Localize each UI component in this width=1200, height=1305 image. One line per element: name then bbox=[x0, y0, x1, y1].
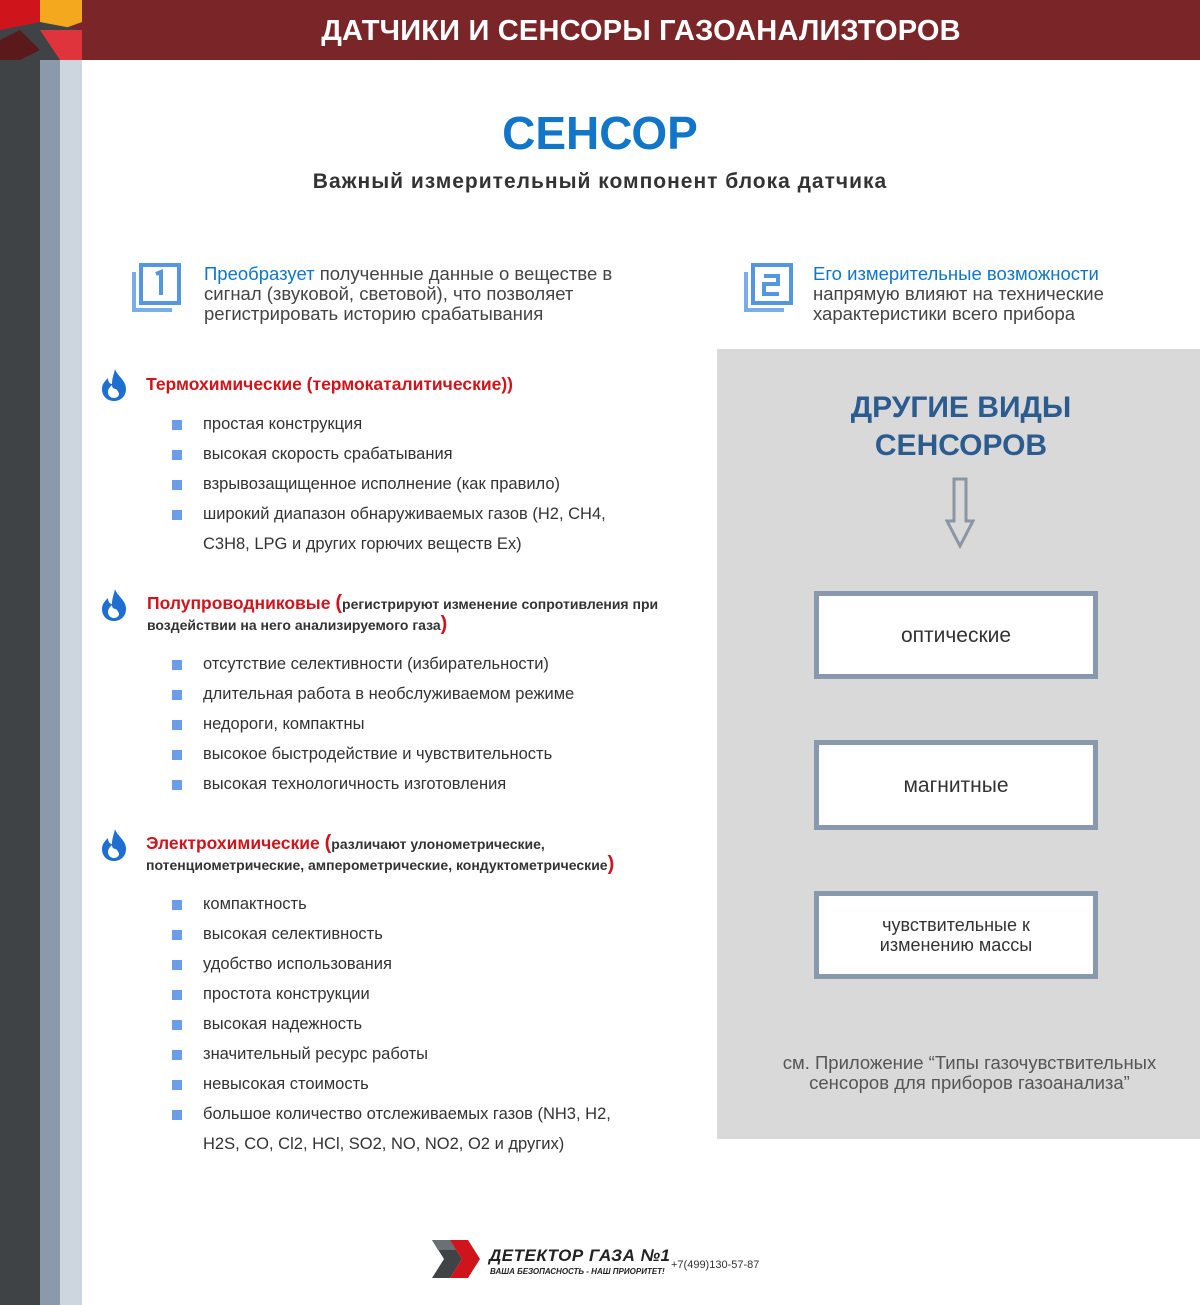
flame-icon bbox=[100, 368, 128, 402]
list-item: удобство использования bbox=[172, 949, 611, 979]
intro-body-1: полученные данные о веществе в сигнал (звуковой, световой), что позволяет регистрировать историю срабатывания bbox=[204, 263, 613, 324]
list-item: высокая надежность bbox=[172, 1009, 611, 1039]
list-item-continuation: C3H8, LPG и других горючих веществ Ex) bbox=[203, 535, 522, 553]
category-title-thermochemical: Термохимические (термокаталитические)) bbox=[146, 374, 513, 394]
other-sensors-panel bbox=[717, 349, 1200, 1139]
header-title: ДАТЧИКИ И СЕНСОРЫ ГАЗОАНАЛИЗТОРОВ bbox=[321, 15, 961, 47]
close-paren: ) bbox=[440, 613, 448, 635]
close-paren: ) bbox=[607, 853, 615, 875]
list-item: невысокая стоимость bbox=[172, 1069, 611, 1099]
category-title-semiconductor bbox=[147, 593, 687, 635]
list-item: большое количество отслеживаемых газов (NH3, H2, bbox=[172, 1099, 611, 1129]
page-subtitle: Важный измерительный компонент блока датчика bbox=[312, 170, 888, 193]
number-one-icon bbox=[130, 262, 182, 314]
flame-icon bbox=[100, 588, 128, 622]
list-item: недороги, компактны bbox=[172, 709, 574, 739]
list-item: высокая технологичность изготовления bbox=[172, 769, 574, 799]
category-title-electrochemical bbox=[146, 833, 686, 875]
list-item: компактность bbox=[172, 889, 611, 919]
decor-strip-dark bbox=[0, 60, 40, 1305]
list-item: взрывозащищенное исполнение (как правило) bbox=[172, 469, 606, 499]
intro-body-2: напрямую влияют на технические характеристики всего прибора bbox=[813, 283, 1104, 324]
panel-title: ДРУГИЕ ВИДЫ СЕНСОРОВ bbox=[850, 391, 1072, 462]
list-item: высокое быстродействие и чувствительность bbox=[172, 739, 574, 769]
decor-strip-mid bbox=[40, 60, 60, 1305]
list-item: длительная работа в необслуживаемом режиме bbox=[172, 679, 574, 709]
decor-strip-light bbox=[60, 60, 82, 1305]
category-name: Электрохимические bbox=[146, 833, 325, 853]
list-semiconductor bbox=[172, 649, 574, 799]
intro-text-2 bbox=[813, 264, 1183, 324]
header-bar bbox=[0, 0, 1200, 60]
footer-phone[interactable]: +7(499)130-57-87 bbox=[671, 1259, 760, 1271]
category-name: Полупроводниковые bbox=[147, 593, 336, 613]
down-arrow-icon bbox=[945, 477, 975, 549]
flame-icon bbox=[100, 828, 128, 862]
category-note: различают улонометрические, потенциометрические, амперометрические, кондуктометрические bbox=[146, 836, 608, 873]
list-electrochemical bbox=[172, 889, 611, 1159]
list-item: простая конструкция bbox=[172, 409, 606, 439]
list-item: высокая скорость срабатывания bbox=[172, 439, 606, 469]
open-paren: ( bbox=[335, 592, 343, 614]
number-two-icon bbox=[742, 262, 794, 314]
intro-text-1 bbox=[204, 264, 674, 324]
panel-note: см. Приложение “Типы газочувствительных сенсоров для приборов газоанализа” bbox=[782, 1052, 1157, 1093]
sensor-type-optical: оптические bbox=[814, 591, 1098, 679]
sensor-type-magnetic: магнитные bbox=[814, 740, 1098, 830]
open-paren: ( bbox=[324, 832, 332, 854]
category-note: регистрируют изменение сопротивления при воздействии на него анализируемого газа bbox=[147, 596, 659, 633]
list-item: простота конструкции bbox=[172, 979, 611, 1009]
intro-highlight-1: Преобразует bbox=[204, 263, 315, 284]
page-title: СЕНСОР bbox=[502, 107, 698, 159]
list-thermochemical bbox=[172, 409, 606, 559]
list-item: отсутствие селективности (избирательности) bbox=[172, 649, 574, 679]
list-item-continuation: H2S, CO, Cl2, HCl, SO2, NO, NO2, O2 и других) bbox=[203, 1135, 565, 1153]
intro-highlight-2: Его измерительные возможности bbox=[813, 263, 1099, 284]
header-logo-icon bbox=[0, 0, 82, 60]
logo-chevron-icon bbox=[430, 1236, 482, 1282]
list-item: значительный ресурс работы bbox=[172, 1039, 611, 1069]
list-item: высокая селективность bbox=[172, 919, 611, 949]
footer-slogan: ВАША БЕЗОПАСНОСТЬ - НАШ ПРИОРИТЕТ! bbox=[490, 1267, 665, 1276]
footer-brand: ДЕТЕКТОР ГАЗА №1 bbox=[489, 1246, 671, 1265]
list-item: широкий диапазон обнаруживаемых газов (H2, CH4, bbox=[172, 499, 606, 529]
sensor-type-mass: чувствительные к изменению массы bbox=[814, 891, 1098, 979]
